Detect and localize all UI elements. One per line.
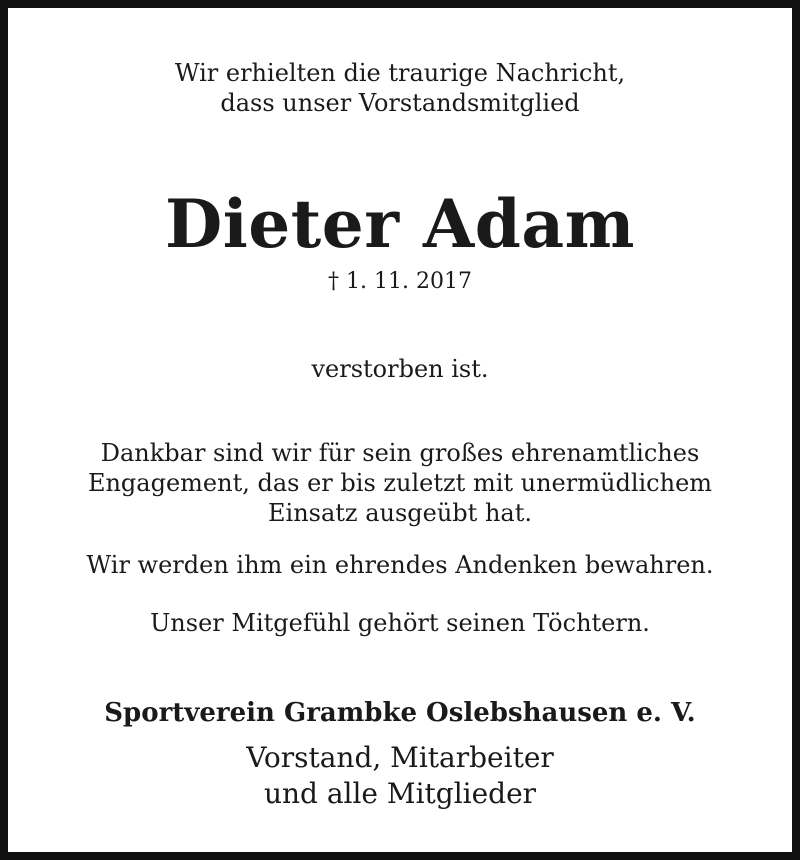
club-name: Sportverein Grambke Oslebshausen e. V. bbox=[104, 698, 696, 728]
death-date: † 1. 11. 2017 bbox=[328, 269, 472, 294]
thanks-line: Dankbar sind wir für sein großes ehrenamtliches bbox=[100, 439, 700, 467]
thanks-paragraph bbox=[8, 438, 792, 528]
thanks-line: Einsatz ausgeübt hat. bbox=[268, 499, 532, 527]
memory-text: Wir werden ihm ein ehrendes Andenken bewahren. bbox=[86, 551, 714, 579]
signature-line: und alle Mitglieder bbox=[263, 777, 537, 810]
signature-line: Vorstand, Mitarbeiter bbox=[246, 741, 554, 774]
passed-text: verstorben ist. bbox=[311, 355, 489, 383]
sympathy-text: Unser Mitgefühl gehört seinen Töchtern. bbox=[150, 609, 650, 637]
intro-line: dass unser Vorstandsmitglied bbox=[220, 89, 580, 117]
thanks-line: Engagement, das er bis zuletzt mit unermüdlichem bbox=[87, 469, 713, 497]
deceased-name: Dieter Adam bbox=[165, 185, 635, 263]
intro-text bbox=[8, 58, 792, 118]
signature bbox=[8, 740, 792, 812]
intro-line: Wir erhielten die traurige Nachricht, bbox=[174, 59, 626, 87]
